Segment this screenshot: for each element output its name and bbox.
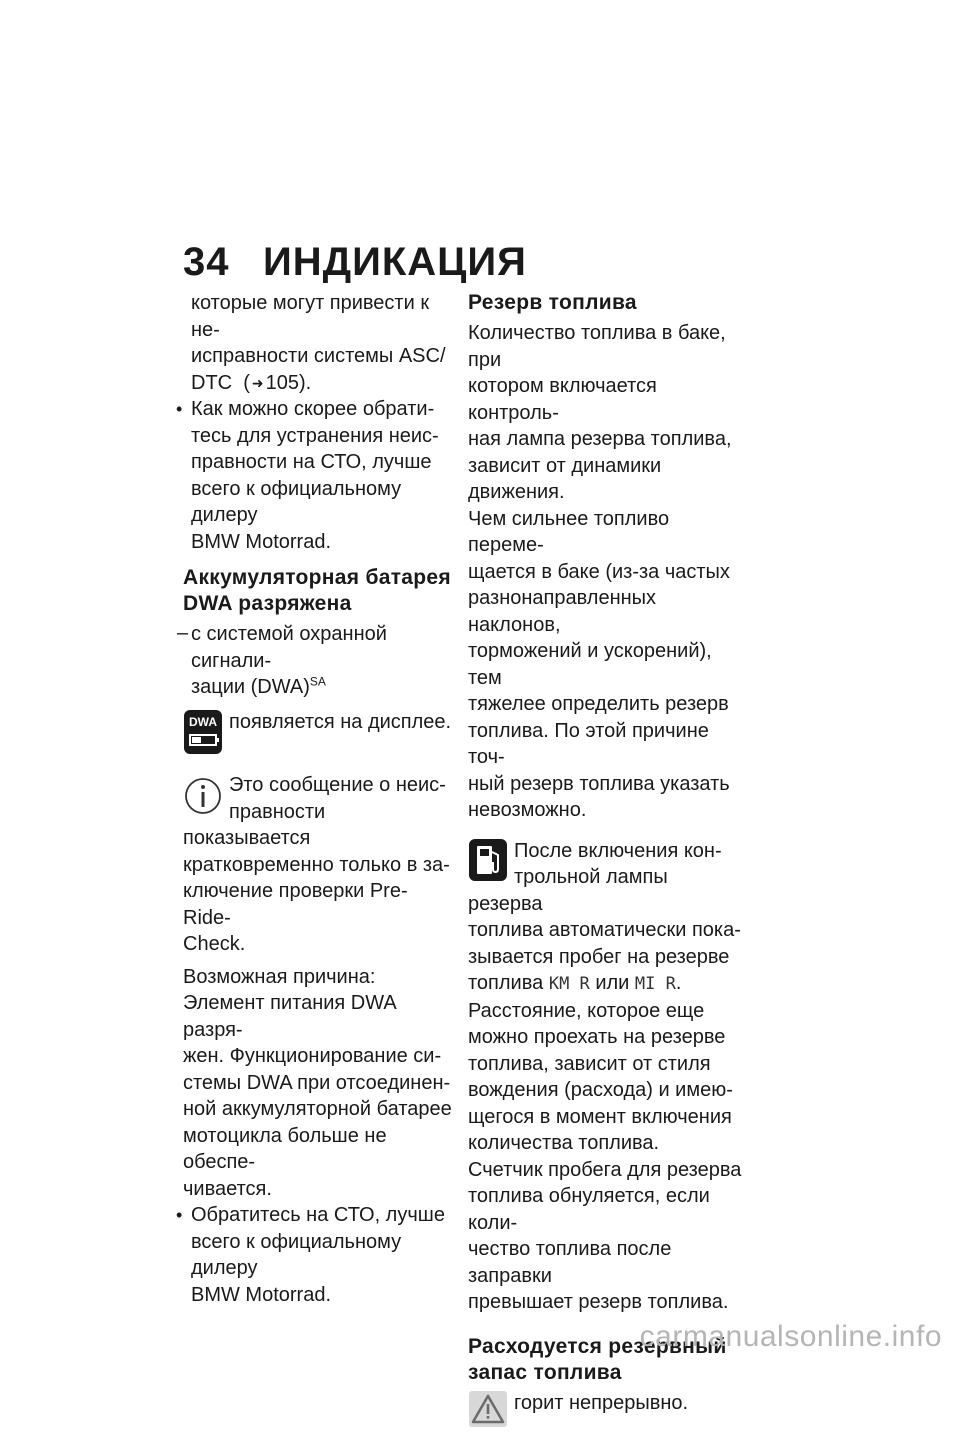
code-km-r: KM R [549, 974, 590, 994]
bullet-item: • Как можно скорее обрати- тесь для устранения неис- правности на СТО, лучше всего к официальному дилеру BMW Motorrad. [183, 396, 453, 555]
sa-superscript: SA [310, 674, 326, 688]
page-reference-arrow-icon: ➜ [252, 370, 264, 397]
section-heading-fuel-reserve: Резерв топлива [468, 290, 743, 316]
code-mi-r: MI R [635, 974, 676, 994]
page-number: 34 [183, 240, 263, 285]
page-header [183, 240, 527, 285]
info-note: Это сообщение о неис- правности показывается кратковременно только в за- ключение проверки Pre-Ride- Check. [183, 772, 453, 958]
dwa-display-row [183, 709, 453, 763]
left-column [183, 290, 453, 1308]
cause-label: Возможная причина: [183, 964, 453, 991]
warning-triangle-icon [468, 1390, 508, 1428]
section-heading-dwa: Аккумуляторная батарея DWA разряжена [183, 565, 453, 617]
dwa-display-text: появляется на дисплее. [229, 709, 451, 763]
right-column [468, 290, 743, 1435]
warning-text: горит непрерывно. [514, 1390, 688, 1435]
watermark: carmanualsonline.info [640, 1320, 942, 1354]
fuel-pump-icon [468, 838, 508, 882]
info-icon [183, 776, 223, 816]
fuel-lamp-note: После включения кон- трольной лампы резерва топлива автоматически пока- зывается пробег на резерве топлива KM R или MI R. [468, 838, 743, 998]
page-title: ИНДИКАЦИЯ [263, 240, 527, 285]
reserve-distance-paragraph: Расстояние, которое еще можно проехать на резерве топлива, зависит от стиля вождения (расхода) и имею- щегося в момент включения количества топлива. Счетчик пробега для резерва топлива обнуляется, если коли- чество топлива после заправки превышает резерв топлива. [468, 998, 743, 1316]
cause-paragraph: Элемент питания DWA разря- жен. Функционирование си- стемы DWA при отсоединен- ной аккумуляторной батарее мотоцикла больше не обеспе- чивается. [183, 990, 453, 1202]
warning-row [468, 1390, 743, 1435]
svg-text:DWA: DWA [189, 715, 217, 729]
intro-paragraph: которые могут привести к не- исправности системы ASC/ DTC ( ➜ 105). [183, 290, 453, 396]
bullet-item: • Обратитесь на СТО, лучше всего к официальному дилеру BMW Motorrad. [183, 1202, 453, 1308]
dash-item: – с системой охранной сигнали- зации (DWA)$^{SA}$ [183, 621, 453, 701]
section-heading-reserve-used: Расходуется резервный запас топлива [468, 1334, 743, 1386]
page-reference-link[interactable]: 105). [266, 372, 312, 394]
dwa-battery-icon [183, 709, 223, 755]
fuel-reserve-paragraph: Количество топлива в баке, при котором включается контроль- ная лампа резерва топлива, зависит от динамики движения. Чем сильнее топливо переме- щается в баке (из-за частых разнонаправленных наклонов, торможений и ускорений), тем тяжелее определить резерв топлива. По этой причине точ- ный резерв топлива указать невозможно. [468, 320, 743, 824]
